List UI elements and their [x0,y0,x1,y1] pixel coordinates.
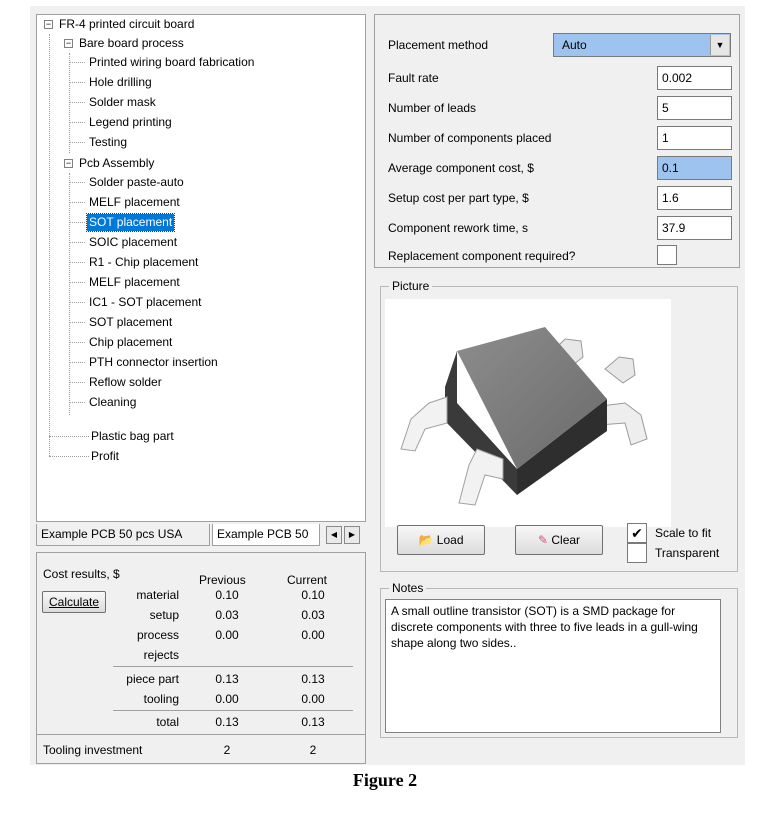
material-previous: 0.10 [215,588,239,602]
tree-item-profit[interactable]: Profit [91,449,120,463]
number-of-leads-input[interactable]: 5 [657,96,732,120]
setup-previous: 0.03 [215,608,239,622]
total-current: 0.13 [301,715,325,729]
clear-button[interactable]: ✎ Clear [515,525,603,555]
folder-icon: 📂 [418,533,434,547]
tooling-investment-previous: 2 [223,743,231,757]
tooling-previous: 0.00 [215,692,239,706]
picture-group [380,279,738,572]
tree-item[interactable]: R1 - Chip placement [89,255,199,269]
scale-to-fit-checkbox[interactable]: ✔ [627,523,647,543]
transparent-checkbox[interactable] [627,543,647,563]
tree-item[interactable]: PTH connector insertion [89,355,218,369]
placement-method-label: Placement method [388,38,489,52]
app-window [30,6,745,765]
tooling-investment-label: Tooling investment [43,743,143,757]
collapse-icon[interactable]: − [65,38,72,48]
tree-item[interactable]: Solder mask [89,95,156,109]
row-label-total: total [156,715,179,729]
sot-package-image [385,299,671,527]
process-current: 0.00 [301,628,325,642]
scale-to-fit-label: Scale to fit [655,526,712,540]
notes-textarea[interactable]: A small outline transistor (SOT) is a SMD package for discrete components with three to five leads in a gull-wing shape along two sides.. [385,599,721,733]
components-placed-label: Number of components placed [388,131,552,145]
divider [113,710,353,711]
chevron-down-icon[interactable]: ▼ [710,35,729,55]
average-component-cost-label: Average component cost, $ [388,161,534,175]
load-button[interactable]: 📂 Load [397,525,485,555]
transparent-label: Transparent [655,546,720,560]
tab-scroll-right-icon[interactable]: ▶ [344,526,360,544]
cost-results-panel [36,552,366,764]
tree-item[interactable]: MELF placement [89,195,180,209]
divider [37,734,365,735]
figure-caption: Figure 2 [352,770,418,790]
setup-cost-input[interactable]: 1.6 [657,186,732,210]
tree-item[interactable]: Reflow solder [89,375,162,389]
divider [113,666,353,667]
process-previous: 0.00 [215,628,239,642]
tree-item[interactable]: MELF placement [89,275,180,289]
average-component-cost-input[interactable]: 0.1 [657,156,732,180]
tree-item[interactable]: IC1 - SOT placement [89,295,202,309]
setup-cost-label: Setup cost per part type, $ [388,191,529,205]
rework-time-input[interactable]: 37.9 [657,216,732,240]
cost-results-title: Cost results, $ [43,567,120,581]
properties-panel [374,14,740,268]
tree-item-pcb-assembly[interactable]: − Pcb Assembly [65,156,155,170]
tree-item-plastic-bag-part[interactable]: Plastic bag part [91,429,174,443]
rework-time-label: Component rework time, s [388,221,529,235]
tree-item[interactable]: Hole drilling [89,75,152,89]
row-label-tooling: tooling [143,692,179,706]
tree-item-bare-board[interactable]: − Bare board process [65,36,184,50]
previous-header: Previous [199,573,246,587]
tree-item[interactable]: SOIC placement [89,235,178,249]
piece-part-previous: 0.13 [215,672,239,686]
tree-item-root[interactable]: − FR-4 printed circuit board [45,17,195,31]
placement-method-select[interactable]: Auto ▼ [553,33,731,57]
picture-title: Picture [389,279,432,293]
fault-rate-label: Fault rate [388,71,439,85]
tree-item[interactable]: Solder paste-auto [89,175,184,189]
tab-example-pcb-usa[interactable]: Example PCB 50 pcs USA [36,524,210,546]
row-label-setup: setup [149,608,179,622]
replacement-required-label: Replacement component required? [388,249,576,263]
piece-part-current: 0.13 [301,672,325,686]
collapse-icon[interactable]: − [45,19,52,29]
tooling-current: 0.00 [301,692,325,706]
component-picture [385,299,671,527]
material-current: 0.10 [301,588,325,602]
notes-title: Notes [389,581,426,595]
row-label-process: process [136,628,179,642]
row-label-rejects: rejects [143,648,179,662]
collapse-icon[interactable]: − [65,158,72,168]
number-of-leads-label: Number of leads [388,101,477,115]
tab-example-pcb-50[interactable]: Example PCB 50 [212,524,320,546]
replacement-required-checkbox[interactable] [657,245,677,265]
tree-item[interactable]: Chip placement [89,335,173,349]
tree-item[interactable]: Cleaning [89,395,137,409]
tree-item[interactable]: Printed wiring board fabrication [89,55,255,69]
setup-current: 0.03 [301,608,325,622]
row-label-piece-part: piece part [126,672,179,686]
process-tree[interactable] [36,14,366,522]
eraser-icon: ✎ [537,533,549,547]
tree-item[interactable]: Legend printing [89,115,172,129]
tree-item[interactable]: Testing [89,135,128,149]
project-tabs [36,524,366,546]
tab-scroll-left-icon[interactable]: ◀ [326,526,342,544]
components-placed-input[interactable]: 1 [657,126,732,150]
fault-rate-input[interactable]: 0.002 [657,66,732,90]
current-header: Current [287,573,328,587]
tree-item[interactable]: SOT placement [89,315,173,329]
tree-item-selected[interactable]: SOT placement [89,215,173,229]
notes-group [380,581,738,738]
tooling-investment-current: 2 [309,743,317,757]
calculate-button[interactable]: Calculate [42,591,106,613]
row-label-material: material [136,588,179,602]
total-previous: 0.13 [215,715,239,729]
